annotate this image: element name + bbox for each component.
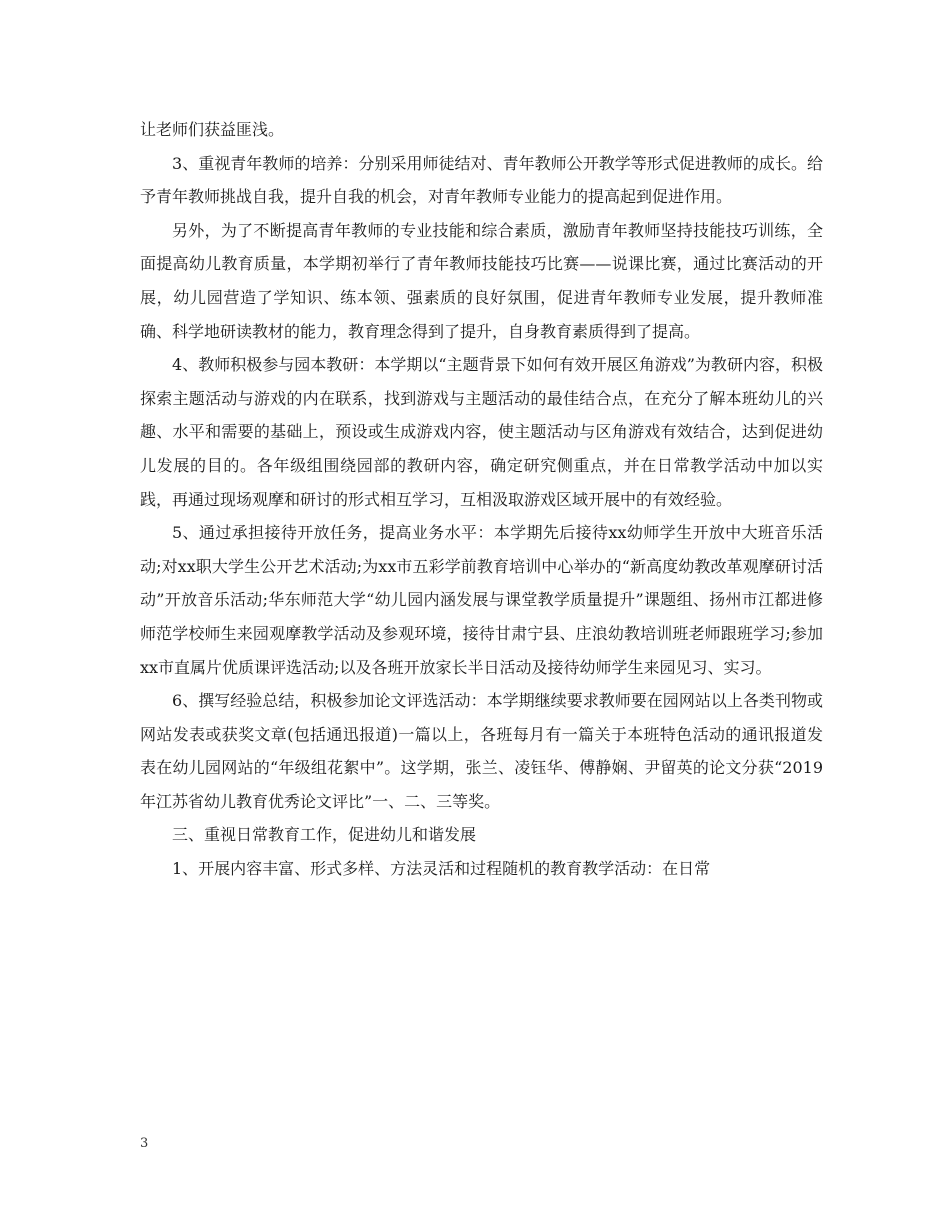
page-number: 3 [140,1136,149,1151]
section-heading-3: 三、重视日常教育工作，促进幼儿和谐发展 [172,825,477,845]
paragraph-item-4: 4、教师积极参与园本教研：本学期以“主题背景下如何有效开展区角游戏”为教研内容，积极探索主题活动与游戏的内在联系，找到游戏与主题活动的最佳结合点，在充分了解本班幼儿的兴趣、水平和需要的基础上，预设或生成游戏内容，使主题活动与区角游戏有效结合，达到促进幼儿发展的目的。各年级组围绕园部的教研内容，确定研究侧重点，并在日常教学活动中加以实践，再通过现场观摩和研讨的形式相互学习，互相汲取游戏区域开展中的有效经验。 [140,355,823,509]
paragraph-item-3: 3、重视青年教师的培养：分别采用师徒结对、青年教师公开教学等形式促进教师的成长。给予青年教师挑战自我，提升自我的机会，对青年教师专业能力的提高起到促进作用。 [140,153,823,207]
paragraph-section-3-item-1: 1、开展内容丰富、形式多样、方法灵活和过程随机的教育教学活动：在日常 [172,859,711,879]
paragraph-item-5: 5、通过承担接待开放任务，提高业务水平：本学期先后接待xx幼师学生开放中大班音乐活动;对xx职大学生公开艺术活动;为xx市五彩学前教育培训中心举办的“新高度幼教改革观摩研讨活动”开放音乐活动;华东师范大学“幼儿园内涵发展与课堂教学质量提升”课题组、扬州市江都进修师范学校师生来园观摩教学活动及参观环境，接待甘肃宁县、庄浪幼教培训班老师跟班学习;参加xx市直属片优质课评选活动;以及各班开放家长半日活动及接待幼师学生来园见习、实习。 [140,523,823,677]
paragraph-item-6: 6、撰写经验总结，积极参加论文评选活动：本学期继续要求教师要在园网站以上各类刊物或网站发表或获奖文章(包括通迅报道)一篇以上，各班每月有一篇关于本班特色活动的通讯报道发表在幼儿园网站的“年级组花絮中”。这学期，张兰、凌钰华、傅静娴、尹留英的论文分获“2019年江苏省幼儿教育优秀论文评比”一、二、三等奖。 [140,691,823,811]
paragraph-additional: 另外，为了不断提高青年教师的专业技能和综合素质，激励青年教师坚持技能技巧训练，全面提高幼儿教育质量，本学期初举行了青年教师技能技巧比赛——说课比赛，通过比赛活动的开展，幼儿园营造了学知识、练本领、强素质的良好氛围，促进青年教师专业发展，提升教师准确、科学地研读教材的能力，教育理念得到了提升，自身教育素质得到了提高。 [140,220,823,341]
paragraph-continuation: 让老师们获益匪浅。 [140,120,285,139]
document-body [140,113,823,886]
